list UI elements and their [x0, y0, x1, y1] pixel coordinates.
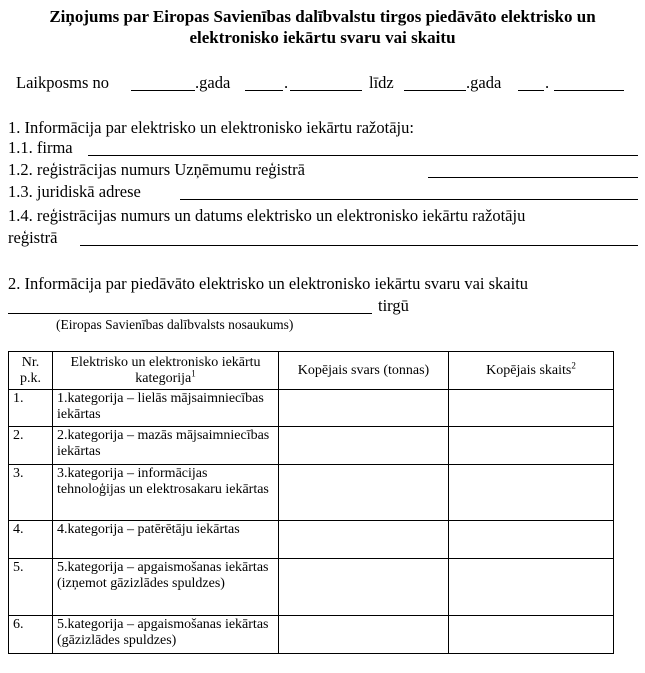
header-total-weight: Kopējais svars (tonnas): [279, 352, 449, 390]
field-legal-address-line[interactable]: [180, 199, 638, 200]
equipment-table: [8, 351, 614, 654]
footnote-1-marker: 1: [191, 367, 196, 378]
row-count-cell[interactable]: [449, 390, 614, 427]
row-category: 2.kategorija – mazās mājsaimniecības iekārtas: [53, 427, 279, 465]
field-label-legal-address: 1.3. juridiskā adrese: [8, 182, 141, 201]
field-registration-number-line[interactable]: [428, 177, 638, 178]
table-row: [9, 559, 614, 616]
row-weight-cell[interactable]: [279, 521, 449, 559]
market-label: tirgū: [378, 296, 409, 315]
table-row: [9, 427, 614, 465]
field-label-producer-register-line-1: 1.4. reģistrācijas numurs un datums elektrisko un elektronisko iekārtu ražotāju: [8, 206, 526, 225]
section-2-heading: 2. Informācija par piedāvāto elektrisko un elektronisko iekārtu svaru vai skaitu: [8, 274, 529, 293]
row-weight-cell[interactable]: [279, 559, 449, 616]
table-row: [9, 616, 614, 654]
period-gada-2: .gada: [466, 73, 502, 92]
member-state-caption: (Eiropas Savienības dalībvalsts nosaukums): [56, 317, 294, 332]
row-number: 1.: [9, 390, 53, 427]
row-category: 1.kategorija – lielās mājsaimniecības iekārtas: [53, 390, 279, 427]
period-gada-1: .gada: [195, 73, 231, 92]
row-category: 5.kategorija – apgaismošanas iekārtas (izņemot gāzizlādes spuldzes): [53, 559, 279, 616]
table-row: [9, 521, 614, 559]
document-title-line-1: Ziņojums par Eiropas Savienības dalībvalstu tirgos piedāvāto elektrisko un: [49, 7, 596, 26]
period-to-month-blank[interactable]: [554, 90, 624, 91]
row-category: 3.kategorija – informācijas tehnoloģijas un elektrosakaru iekārtas: [53, 465, 279, 521]
period-to-year-blank[interactable]: [404, 90, 466, 91]
header-nr: Nr. p.k.: [9, 352, 53, 390]
document-title-line-2: elektronisko iekārtu svaru vai skaitu: [189, 28, 456, 47]
field-label-registration-number: 1.2. reģistrācijas numurs Uzņēmumu reģistrā: [8, 160, 305, 179]
row-weight-cell[interactable]: [279, 465, 449, 521]
row-count-cell[interactable]: [449, 616, 614, 654]
period-from-day-blank[interactable]: [245, 90, 283, 91]
row-number: 4.: [9, 521, 53, 559]
member-state-name-line[interactable]: [8, 313, 372, 314]
field-firm-line[interactable]: [88, 155, 638, 156]
field-label-firm: 1.1. firma: [8, 138, 73, 157]
row-count-cell[interactable]: [449, 559, 614, 616]
row-category: 4.kategorija – patērētāju iekārtas: [53, 521, 279, 559]
table-header-row: [9, 352, 614, 390]
table-row: [9, 465, 614, 521]
period-label: Laikposms no: [16, 73, 110, 92]
row-count-cell[interactable]: [449, 427, 614, 465]
period-dot: .: [284, 73, 289, 92]
header-category: Elektrisko un elektronisko iekārtu kategorija$^1$: [53, 352, 279, 390]
period-dot-2: .: [545, 73, 550, 92]
row-weight-cell[interactable]: [279, 616, 449, 654]
period-to-day-blank[interactable]: [518, 90, 544, 91]
field-label-producer-register-line-2: reģistrā: [8, 228, 58, 247]
row-weight-cell[interactable]: [279, 390, 449, 427]
row-number: 6.: [9, 616, 53, 654]
period-lidz: līdz: [369, 73, 394, 92]
row-category: 5.kategorija – apgaismošanas iekārtas (gāzizlādes spuldzes): [53, 616, 279, 654]
section-1-heading: 1. Informācija par elektrisko un elektronisko iekārtu ražotāju:: [8, 118, 414, 137]
footnote-2-marker: 2: [571, 359, 576, 370]
row-number: 2.: [9, 427, 53, 465]
row-weight-cell[interactable]: [279, 427, 449, 465]
row-count-cell[interactable]: [449, 465, 614, 521]
row-count-cell[interactable]: [449, 521, 614, 559]
row-number: 3.: [9, 465, 53, 521]
period-from-year-blank[interactable]: [131, 90, 195, 91]
period-from-month-blank[interactable]: [290, 90, 362, 91]
field-producer-register-line[interactable]: [80, 245, 638, 246]
table-row: [9, 390, 614, 427]
row-number: 5.: [9, 559, 53, 616]
header-total-count: Kopējais skaits$^2$: [449, 352, 614, 390]
